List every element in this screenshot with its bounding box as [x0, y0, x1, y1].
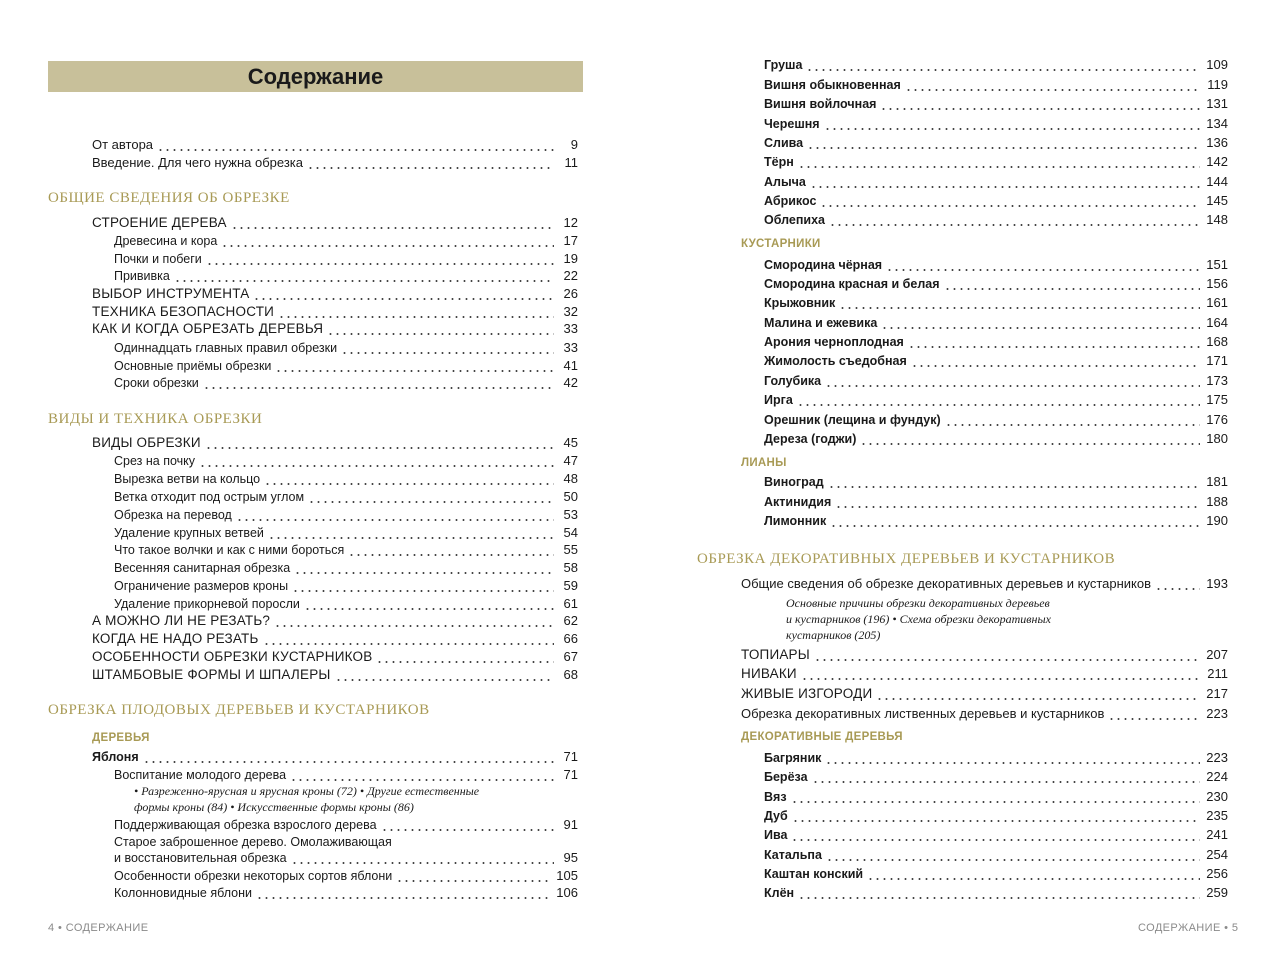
toc-entry-label: Одиннадцать главных правил обрезки: [114, 341, 338, 355]
toc-entry-label: Колонновидные яблони: [114, 886, 252, 900]
toc-page-number: 12: [563, 215, 578, 230]
toc-entry-label: Что такое волчки и как с ними бороться: [114, 543, 345, 557]
toc-entry-label: Прививка: [114, 269, 170, 283]
dot-leader: [812, 769, 1201, 785]
toc-right: [640, 0, 1280, 960]
dot-leader: [798, 154, 1201, 170]
toc-page-number: 175: [1206, 392, 1228, 407]
toc-entry-label: Тёрн: [764, 155, 794, 169]
toc-page-number: 151: [1206, 257, 1228, 272]
dot-leader: [792, 808, 1201, 824]
dot-leader: [860, 431, 1200, 447]
dot-leader: [905, 77, 1202, 93]
toc-page-number: 54: [563, 525, 578, 540]
toc-entry[interactable]: [114, 850, 578, 866]
toc-page-number: 47: [563, 453, 578, 468]
toc-page-number: 223: [1206, 750, 1228, 765]
dot-leader: [1108, 706, 1200, 722]
dot-leader: [801, 666, 1201, 682]
dot-leader: [835, 494, 1200, 510]
toc-page-number: 53: [563, 507, 578, 522]
dot-leader: [945, 412, 1201, 428]
toc-page-number: 156: [1206, 276, 1228, 291]
toc-page-number: 17: [563, 233, 578, 248]
dot-leader: [294, 560, 554, 576]
toc-entry-label: Смородина красная и белая: [764, 277, 940, 291]
toc-entry[interactable]: [764, 193, 1228, 209]
toc-entry[interactable]: [764, 885, 1228, 901]
toc-page-number: 217: [1206, 686, 1228, 701]
dot-leader: [291, 850, 554, 866]
toc-page-number: 161: [1206, 295, 1228, 310]
dot-leader: [810, 174, 1200, 190]
toc-page-number: 42: [563, 375, 578, 390]
dot-leader: [825, 373, 1200, 389]
toc-entry[interactable]: [764, 808, 1228, 824]
toc-entry[interactable]: [764, 135, 1228, 151]
toc-page-number: 193: [1206, 576, 1228, 591]
section-title: ОБЩИЕ СВЕДЕНИЯ ОБ ОБРЕЗКЕ: [48, 190, 290, 206]
toc-page-number: 131: [1206, 96, 1228, 111]
toc-page-number: 241: [1206, 827, 1228, 842]
toc-entry[interactable]: [764, 154, 1228, 170]
toc-entry[interactable]: [764, 494, 1228, 510]
toc-entry[interactable]: [741, 647, 1228, 663]
toc-entry[interactable]: [764, 474, 1228, 490]
dot-leader: [199, 453, 554, 469]
toc-entry-label: Арония черноплодная: [764, 335, 904, 349]
toc-entry-label: Ограничение размеров кроны: [114, 579, 289, 593]
toc-entry[interactable]: [114, 578, 578, 594]
toc-entry-label: Срез на почку: [114, 454, 196, 468]
dot-leader: [206, 251, 554, 267]
dot-leader: [825, 750, 1200, 766]
dot-leader: [143, 749, 554, 765]
toc-entry-label: Введение. Для чего нужна обрезка: [92, 155, 303, 170]
dot-leader: [824, 116, 1201, 132]
toc-page-number: 176: [1206, 412, 1228, 427]
dot-leader: [876, 686, 1200, 702]
toc-page-number: 180: [1206, 431, 1228, 446]
toc-page-number: 95: [563, 850, 578, 865]
group-title: ДЕКОРАТИВНЫЕ ДЕРЕВЬЯ: [741, 731, 903, 743]
dot-leader: [205, 435, 554, 451]
toc-entry-label: Катальпа: [764, 848, 822, 862]
dot-leader: [944, 276, 1201, 292]
toc-page-number: 61: [563, 596, 578, 611]
dot-leader: [327, 321, 554, 337]
toc-entry-label: Древесина и кора: [114, 234, 218, 248]
group-title: ДЕРЕВЬЯ: [92, 732, 150, 744]
section-title: ОБРЕЗКА ПЛОДОВЫХ ДЕРЕВЬЕВ И КУСТАРНИКОВ: [48, 702, 430, 718]
toc-entry[interactable]: [114, 453, 578, 469]
dot-leader: [881, 315, 1200, 331]
toc-entry[interactable]: [92, 435, 578, 451]
toc-entry-label: Орешник (лещина и фундук): [764, 413, 941, 427]
toc-entry[interactable]: [114, 375, 578, 391]
toc-entry[interactable]: [764, 77, 1228, 93]
right-page: [640, 0, 1280, 960]
toc-entry[interactable]: [92, 631, 578, 647]
toc-page-number: 211: [1207, 666, 1228, 681]
toc-page-number: 68: [563, 667, 578, 682]
toc-page-number: 71: [563, 767, 578, 782]
toc-page-number: 173: [1206, 373, 1228, 388]
toc-entry[interactable]: [764, 847, 1228, 863]
toc-entry-label: Жимолость съедобная: [764, 354, 907, 368]
dot-leader: [307, 155, 554, 171]
toc-entry[interactable]: [764, 257, 1228, 273]
toc-entry[interactable]: [92, 137, 578, 153]
toc-entry[interactable]: [114, 868, 578, 884]
section-title: ВИДЫ И ТЕХНИКА ОБРЕЗКИ: [48, 411, 263, 427]
toc-entry-label: Вишня обыкновенная: [764, 78, 901, 92]
toc-page-number: 223: [1206, 706, 1228, 721]
toc-entry[interactable]: [764, 769, 1228, 785]
toc-page-number: 168: [1206, 334, 1228, 349]
toc-entry[interactable]: [92, 613, 578, 629]
toc-page-number: 235: [1206, 808, 1228, 823]
footer-text: •: [1224, 922, 1229, 934]
dot-leader: [290, 767, 554, 783]
dot-leader: [231, 215, 554, 231]
dot-leader: [308, 489, 554, 505]
toc-page-number: 190: [1206, 513, 1228, 528]
toc-entry-label: Дуб: [764, 809, 788, 823]
toc-page-number: 11: [564, 155, 578, 170]
toc-page-number: 109: [1206, 57, 1228, 72]
toc-entry-label: Ветка отходит под острым углом: [114, 490, 305, 504]
dot-leader: [791, 827, 1200, 843]
dot-leader: [839, 295, 1200, 311]
dot-leader: [820, 193, 1200, 209]
toc-entry[interactable]: [114, 767, 578, 783]
toc-entry[interactable]: [114, 471, 578, 487]
dot-leader: [880, 96, 1200, 112]
group-title: КУСТАРНИКИ: [741, 238, 821, 250]
dot-leader: [886, 257, 1200, 273]
dot-leader: [253, 286, 554, 302]
dot-leader: [381, 817, 554, 833]
toc-entry-line: Старое заброшенное дерево. Омолаживающая: [114, 835, 392, 849]
toc-page-number: 207: [1206, 647, 1228, 662]
toc-entry-label: ВЫБОР ИНСТРУМЕНТА: [92, 286, 250, 301]
toc-entry-label: От автора: [92, 137, 154, 152]
toc-page-number: 41: [563, 358, 578, 373]
toc-entry-label: ВИДЫ ОБРЕЗКИ: [92, 435, 201, 450]
toc-entry-label: А МОЖНО ЛИ НЕ РЕЗАТЬ?: [92, 613, 271, 628]
toc-entry[interactable]: [114, 358, 578, 374]
toc-entry[interactable]: [92, 321, 578, 337]
toc-entry[interactable]: [764, 353, 1228, 369]
toc-entry[interactable]: [114, 489, 578, 505]
toc-entry-label: Воспитание молодого дерева: [114, 768, 287, 782]
toc-entry[interactable]: [114, 542, 578, 558]
toc-entry[interactable]: [114, 507, 578, 523]
toc-entry[interactable]: [764, 116, 1228, 132]
toc-page-number: 9: [570, 137, 578, 152]
toc-page-number: 22: [563, 268, 578, 283]
toc-entry-label: Яблоня: [92, 750, 139, 764]
dot-leader: [814, 647, 1200, 663]
toc-entry-label: Крыжовник: [764, 296, 836, 310]
toc-entry-label: и восстановительная обрезка: [114, 851, 287, 865]
toc-entry[interactable]: [764, 57, 1228, 73]
dot-leader: [791, 789, 1201, 805]
toc-page-number: 254: [1206, 847, 1228, 862]
toc-entry-label: ШТАМБОВЫЕ ФОРМЫ И ШПАЛЕРЫ: [92, 667, 331, 682]
footer-text: 4: [48, 922, 55, 934]
toc-page-number: 62: [563, 613, 578, 628]
toc-entry-label: Абрикос: [764, 194, 817, 208]
toc-entry[interactable]: [764, 373, 1228, 389]
toc-page-number: 148: [1206, 212, 1228, 227]
toc-entry-label: Смородина чёрная: [764, 258, 883, 272]
toc-page-number: 19: [563, 251, 578, 266]
dot-leader: [867, 866, 1200, 882]
toc-entry[interactable]: [92, 155, 578, 171]
toc-note: • Разреженно-ярусная и ярусная кроны (72) • Другие естественные: [134, 784, 480, 798]
toc-entry-label: Клён: [764, 886, 795, 900]
toc-page-number: 171: [1206, 353, 1228, 368]
toc-entry[interactable]: [114, 268, 578, 284]
toc-page-number: 26: [563, 286, 578, 301]
toc-entry-label: ТОПИАРЫ: [741, 647, 810, 662]
toc-entry-label: Актинидия: [764, 495, 832, 509]
toc-page-number: 32: [563, 304, 578, 319]
dot-leader: [292, 578, 554, 594]
dot-leader: [376, 649, 554, 665]
dot-leader: [274, 613, 554, 629]
dot-leader: [348, 542, 554, 558]
toc-page-number: 181: [1206, 474, 1228, 489]
toc-entry-label: КОГДА НЕ НАДО РЕЗАТЬ: [92, 631, 259, 646]
toc-page-number: 145: [1206, 193, 1228, 208]
toc-page-number: 105: [556, 868, 578, 883]
dot-leader: [203, 375, 554, 391]
toc-entry-label: ТЕХНИКА БЕЗОПАСНОСТИ: [92, 304, 275, 319]
dot-leader: [263, 631, 554, 647]
toc-entry-label: Вишня войлочная: [764, 97, 877, 111]
toc-page-number: 59: [563, 578, 578, 593]
toc-entry[interactable]: [764, 866, 1228, 882]
toc-entry[interactable]: [764, 412, 1228, 428]
toc-entry[interactable]: [92, 215, 578, 231]
toc-entry[interactable]: [764, 827, 1228, 843]
toc-page-number: 91: [563, 817, 578, 832]
toc-page-number: 119: [1207, 77, 1228, 92]
toc-entry[interactable]: [114, 817, 578, 833]
dot-leader: [275, 358, 554, 374]
toc-entry[interactable]: [764, 295, 1228, 311]
toc-entry-label: Багряник: [764, 751, 822, 765]
toc-entry[interactable]: [92, 286, 578, 302]
toc-entry-label: Облепиха: [764, 213, 825, 227]
toc-entry-label: Обрезка на перевод: [114, 508, 232, 522]
toc-entry-label: Дереза (годжи): [764, 432, 857, 446]
toc-entry-label: Ирга: [764, 393, 793, 407]
dot-leader: [264, 471, 554, 487]
toc-entry[interactable]: [764, 315, 1228, 331]
toc-page-number: 224: [1206, 769, 1228, 784]
toc-entry-label: Удаление крупных ветвей: [114, 526, 264, 540]
dot-leader: [797, 392, 1201, 408]
toc-entry[interactable]: [741, 666, 1228, 682]
toc-page-number: 164: [1206, 315, 1228, 330]
toc-entry[interactable]: [764, 513, 1228, 529]
toc-entry[interactable]: [92, 749, 578, 765]
toc-note: Основные причины обрезки декоративных деревьев: [786, 596, 1050, 610]
toc-entry-label: Вырезка ветви на кольцо: [114, 472, 261, 486]
toc-entry-label: Почки и побеги: [114, 252, 202, 266]
toc-page-number: 50: [563, 489, 578, 504]
toc-entry-label: Виноград: [764, 475, 824, 489]
toc-entry-label: Черешня: [764, 117, 820, 131]
footer-text: •: [58, 922, 63, 934]
page-footer: [1138, 922, 1238, 934]
toc-page-number: 142: [1206, 154, 1228, 169]
toc-entry-label: Голубика: [764, 374, 822, 388]
toc-entry[interactable]: [764, 431, 1228, 447]
toc-entry-label: Берёза: [764, 770, 808, 784]
toc-entry[interactable]: [741, 686, 1228, 702]
toc-entry-label: Алыча: [764, 175, 806, 189]
toc-entry[interactable]: [764, 212, 1228, 228]
dot-leader: [157, 137, 554, 153]
toc-entry-label: КАК И КОГДА ОБРЕЗАТЬ ДЕРЕВЬЯ: [92, 321, 324, 336]
toc-entry[interactable]: [92, 649, 578, 665]
dot-leader: [341, 340, 554, 356]
dot-leader: [908, 334, 1200, 350]
toc-page-number: 33: [563, 321, 578, 336]
toc-entry[interactable]: [764, 96, 1228, 112]
toc-page-number: 71: [563, 749, 578, 764]
toc-entry[interactable]: [741, 576, 1228, 592]
toc-entry[interactable]: [764, 174, 1228, 190]
toc-entry[interactable]: [114, 233, 578, 249]
toc-entry-label: Ива: [764, 828, 788, 842]
toc-entry-label: Малина и ежевика: [764, 316, 878, 330]
page-title: Содержание: [48, 61, 583, 92]
dot-leader: [268, 525, 554, 541]
toc-page-number: 58: [563, 560, 578, 575]
group-title: ЛИАНЫ: [741, 457, 787, 469]
dot-leader: [806, 57, 1200, 73]
toc-entry-label: Слива: [764, 136, 804, 150]
toc-entry[interactable]: [741, 706, 1228, 722]
toc-page-number: 48: [563, 471, 578, 486]
toc-page-number: 67: [563, 649, 578, 664]
toc-page-number: 230: [1206, 789, 1228, 804]
toc-page-number: 188: [1206, 494, 1228, 509]
toc-entry[interactable]: [764, 334, 1228, 350]
dot-leader: [335, 667, 554, 683]
dot-leader: [236, 507, 554, 523]
dot-leader: [304, 596, 554, 612]
toc-entry-label: Обрезка декоративных лиственных деревьев и кустарников: [741, 706, 1105, 721]
toc-entry[interactable]: [764, 750, 1228, 766]
dot-leader: [828, 474, 1201, 490]
toc-entry-label: Общие сведения об обрезке декоративных деревьев и кустарников: [741, 576, 1151, 591]
toc-entry-label: Удаление прикорневой поросли: [114, 597, 300, 611]
footer-text: СОДЕРЖАНИЕ: [65, 922, 149, 934]
footer-text: 5: [1231, 922, 1239, 934]
toc-entry[interactable]: [764, 789, 1228, 805]
footer-text: СОДЕРЖАНИЕ: [1138, 922, 1221, 934]
toc-entry-label: Весенняя санитарная обрезка: [114, 561, 291, 575]
dot-leader: [829, 212, 1200, 228]
dot-leader: [826, 847, 1200, 863]
dot-leader: [807, 135, 1200, 151]
toc-entry-label: ОСОБЕННОСТИ ОБРЕЗКИ КУСТАРНИКОВ: [92, 649, 373, 664]
toc-page-number: 134: [1206, 116, 1228, 131]
toc-entry-label: Лимонник: [764, 514, 827, 528]
toc-entry[interactable]: [92, 304, 578, 320]
dot-leader: [911, 353, 1200, 369]
toc-note: и кустарников (196) • Схема обрезки декоративных: [786, 612, 1051, 626]
toc-note: формы кроны (84) • Искусственные формы кроны (86): [134, 800, 414, 814]
toc-page-number: 45: [563, 435, 578, 450]
toc-entry[interactable]: [114, 885, 578, 901]
toc-page-number: 259: [1206, 885, 1228, 900]
toc-page-number: 136: [1206, 135, 1228, 150]
toc-entry-label: СТРОЕНИЕ ДЕРЕВА: [92, 215, 227, 230]
toc-page-number: 33: [563, 340, 578, 355]
toc-page-number: 55: [563, 542, 578, 557]
toc-entry-label: Каштан конский: [764, 867, 864, 881]
toc-page-number: 106: [556, 885, 578, 900]
toc-entry-label: Сроки обрезки: [114, 376, 199, 390]
toc-entry[interactable]: [114, 560, 578, 576]
toc-entry-label: Особенности обрезки некоторых сортов яблони: [114, 869, 393, 883]
dot-leader: [221, 233, 554, 249]
toc-entry[interactable]: [114, 340, 578, 356]
dot-leader: [256, 885, 550, 901]
toc-entry-label: Поддерживающая обрезка взрослого дерева: [114, 818, 377, 832]
toc-entry-label: НИВАКИ: [741, 666, 797, 681]
toc-page-number: 144: [1206, 174, 1228, 189]
dot-leader: [1155, 576, 1200, 592]
toc-page-number: 256: [1206, 866, 1228, 881]
toc-entry[interactable]: [92, 667, 578, 683]
section-title: ОБРЕЗКА ДЕКОРАТИВНЫХ ДЕРЕВЬЕВ И КУСТАРНИКОВ: [697, 551, 1116, 567]
toc-entry-label: Вяз: [764, 790, 787, 804]
dot-leader: [174, 268, 554, 284]
page-footer: [48, 922, 148, 934]
toc-entry-label: ЖИВЫЕ ИЗГОРОДИ: [741, 686, 873, 701]
toc-note: кустарников (205): [786, 628, 881, 642]
toc-entry-label: Основные приёмы обрезки: [114, 359, 272, 373]
toc-entry[interactable]: [114, 251, 578, 267]
toc-entry[interactable]: [114, 596, 578, 612]
toc-entry[interactable]: [764, 392, 1228, 408]
toc-entry-label: Груша: [764, 58, 803, 72]
toc-entry[interactable]: [764, 276, 1228, 292]
dot-leader: [278, 304, 554, 320]
toc-entry[interactable]: [114, 525, 578, 541]
dot-leader: [396, 868, 550, 884]
dot-leader: [798, 885, 1200, 901]
dot-leader: [830, 513, 1200, 529]
toc-page-number: 66: [563, 631, 578, 646]
